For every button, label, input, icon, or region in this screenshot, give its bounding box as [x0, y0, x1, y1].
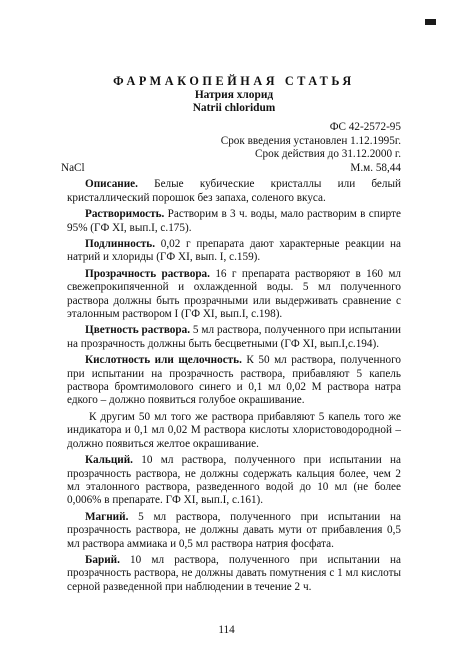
section-heading: Прозрачность раствора. — [85, 267, 210, 280]
section-text: К 50 мл раствора, полученного при испытании на прозрачность раствора, прибавляют 5 капель раствора бромтимолового синего и 0,1 мл 0,02 М раствора натра едкого – должно появиться голубое окрашивание. — [67, 354, 401, 407]
section-heading: Кислотность или щелочность. — [85, 354, 242, 367]
section-calcium — [67, 454, 401, 508]
substance-name-ru: Натрия хлорид — [194, 89, 274, 101]
section-magnesium — [67, 511, 401, 551]
section-solubility — [67, 208, 401, 235]
section-text: 10 мл раствора, полученного при испытании на прозрачность раствора, не должны содержать кальция более, чем 2 мл эталонного раствора, разведенного водой до 10 мл (не более 0,006% в препарате. ГФ XI, вып.I, с.161). — [67, 454, 401, 507]
section-heading: Растворимость. — [85, 208, 165, 221]
document-title: ФАРМАКОПЕЙНАЯ СТАТЬЯ — [113, 74, 355, 88]
scan-artifact — [425, 19, 436, 25]
formula-row — [61, 161, 401, 176]
section-description — [67, 178, 401, 205]
page-number: 114 — [218, 624, 235, 636]
section-heading: Магний. — [85, 510, 129, 523]
section-text: 0,02 г препарата дают характерные реакции на натрий и хлориды (ГФ XI, вып. I, с.159). — [67, 238, 401, 264]
section-text: 5 мл раствора, полученного при испытании на прозрачность должны быть бесцветными (ГФ XI, вып.I,с.194). — [67, 324, 401, 350]
section-clarity — [67, 268, 401, 322]
section-text: 10 мл раствора, полученного при испытании на прозрачность раствора, не должны давать помутнения с 1 мл кислоты серной разведенной при наблюдении в течение 2 ч. — [67, 553, 401, 593]
section-text: 5 мл раствора, полученного при испытании на прозрачность раствора, не должны давать мути от прибавления 0,5 мл раствора аммиака и 0,5 мл раствора натрия фосфата. — [67, 510, 401, 550]
section-text: Растворим в 3 ч. воды, мало растворим в спирте 95% (ГФ XI, вып.I, с.175). — [67, 208, 401, 234]
section-identification — [67, 238, 401, 265]
section-heading: Подлинность. — [85, 238, 156, 250]
valid-until: Срок действия до 31.12.2000 г. — [255, 148, 401, 161]
section-barium — [67, 554, 401, 594]
section-acidity — [67, 354, 401, 408]
doc-number: ФС 42-2572-95 — [329, 121, 401, 133]
document-page — [61, 74, 401, 594]
section-acidity-continued — [67, 411, 401, 451]
section-heading: Описание. — [85, 178, 138, 191]
section-text: 16 г препарата растворяют в 160 мл свежепрокипяченной и охлажденной воды. 5 мл полученного раствора должны быть прозрачными или выдерживать сравнение с эталонным раствором I (ГФ XI, вып.I, с.198). — [67, 267, 401, 321]
substance-name-lat: Natrii chloridum — [192, 102, 276, 114]
section-text: Белые кубические кристаллы или белый кристаллический порошок без запаха, соленого вкуса. — [67, 178, 401, 204]
section-heading: Барий. — [85, 553, 120, 566]
chemical-formula: NaCl — [61, 161, 85, 174]
section-heading: Кальций. — [85, 454, 133, 467]
section-text: К другим 50 мл того же раствора прибавляют 5 капель того же индикатора и 0,1 мл 0,02 М раствора кислоты хлористоводородной – должно появиться желтое окрашивание. — [67, 410, 401, 450]
intro-date: Срок введения установлен 1.12.1995г. — [220, 134, 401, 147]
molar-mass: М.м. 58,44 — [350, 161, 401, 174]
section-color — [67, 324, 401, 351]
section-heading: Цветность раствора. — [85, 324, 190, 337]
